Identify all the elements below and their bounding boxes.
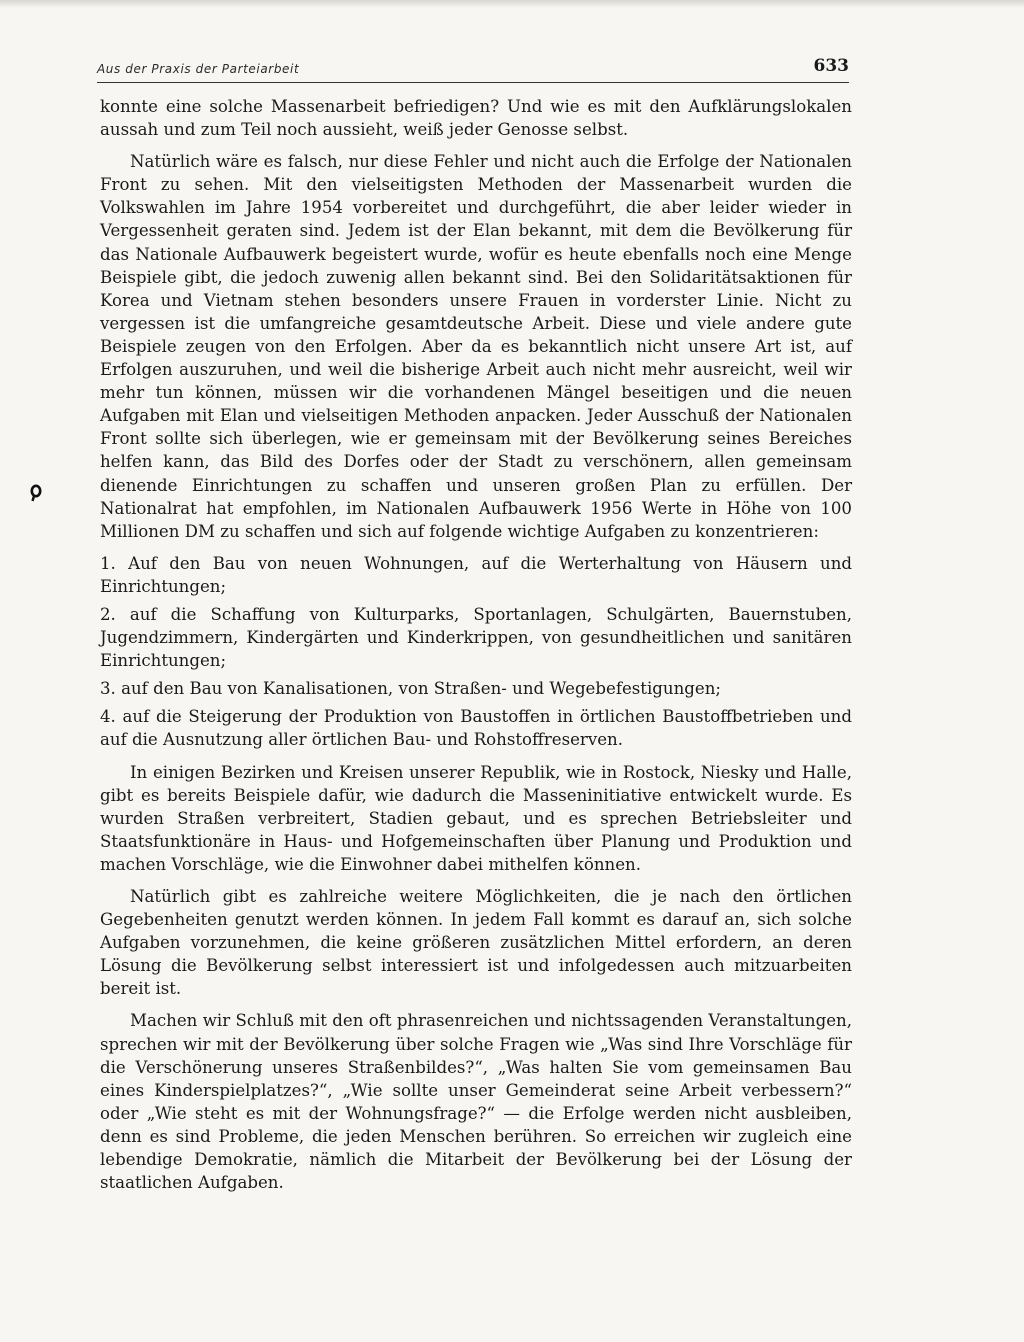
- paragraph-successes: Natürlich wäre es falsch, nur diese Fehler und nicht auch die Erfolge der Nationalen Front zu sehen. Mit den vielseitigsten Methoden der Massenarbeit wurden die Volkswahlen im Jahre 1954 vorbereitet und durchgeführt, die aber leider wieder in Vergessenheit geraten sind. Jedem ist der Elan bekannt, mit dem die Bevölkerung für das Nationale Aufbauwerk begeistert wurde, wofür es heute ebenfalls noch eine Menge Beispiele gibt, die jedoch zuwenig allen bekannt sind. Bei den Solidaritätsaktionen für Korea und Vietnam stehen besonders unsere Frauen in vorderster Linie. Nicht zu vergessen ist die umfangreiche gesamtdeutsche Arbeit. Diese und viele andere gute Beispiele zeugen von den Erfolgen. Aber da es bekanntlich nicht unsere Art ist, auf Erfolgen auszuruhen, und weil die bisherige Arbeit auch nicht mehr ausreicht, weil wir mehr tun können, müssen wir die vorhandenen Mängel beseitigen und die neuen Aufgaben mit Elan und vielseitigen Methoden anpacken. Jeder Ausschuß der Nationalen Front sollte sich überlegen, wie er gemeinsam mit der Bevölkerung seines Bereiches helfen kann, das Bild des Dorfes oder der Stadt zu verschönern, allen gemeinsam dienende Einrichtungen zu schaffen und unseren großen Plan zu erfüllen. Der Nationalrat hat empfohlen, im Nationalen Aufbauwerk 1956 Werte in Höhe von 100 Millionen DM zu schaffen und sich auf folgende wichtige Aufgaben zu konzentrieren:: [100, 152, 852, 541]
- paragraph-examples: In einigen Bezirken und Kreisen unserer Republik, wie in Rostock, Niesky und Halle, gibt es bereits Beispiele dafür, wie dadurch die Masseninitiative entwickelt wurde. Es wurden Straßen verbreitert, Stadien gebaut, und es sprechen Betriebsleiter und Staatsfunktionäre in Haus- und Hofgemeinschaften über Planung und Produktion und machen Vorschläge, wie die Einwohner dabei mithelfen können.: [100, 762, 852, 874]
- list-item-1: 1. Auf den Bau von neuen Wohnungen, auf die Werterhaltung von Häusern und Einrichtungen;: [100, 553, 852, 596]
- scan-edge-shadow: [0, 0, 1024, 8]
- paragraph-continuation: konnte eine solche Massenarbeit befriedigen? Und wie es mit den Aufklärungslokalen aussah und zum Teil noch aussieht, weiß jeder Genosse selbst.: [100, 97, 852, 140]
- article-body: [100, 95, 852, 1203]
- margin-mark-icon: [30, 484, 42, 502]
- list-item-3: 3. auf den Bau von Kanalisationen, von Straßen- und Wegebefestigungen;: [100, 679, 721, 699]
- paragraph-possibilities: Natürlich gibt es zahlreiche weitere Möglichkeiten, die je nach den örtlichen Gegebenheiten genutzt werden können. In jedem Fall kommt es darauf an, sich solche Aufgaben vorzunehmen, die keine größeren zusätzlichen Mittel erfordern, an deren Lösung die Bevölkerung selbst interessiert ist und infolgedessen auch mitzuarbeiten bereit ist.: [100, 887, 852, 999]
- running-title: Aus der Praxis der Parteiarbeit: [97, 62, 300, 76]
- list-item-2: 2. auf die Schaffung von Kulturparks, Sportanlagen, Schulgärten, Bauernstuben, Jugendzimmern, Kindergärten und Kinderkrippen, von gesundheitlichen und sanitären Einrichtungen;: [100, 604, 852, 671]
- paragraph-conclusion: Machen wir Schluß mit den oft phrasenreichen und nichtssagenden Veranstaltungen, sprechen wir mit der Bevölkerung über solche Fragen wie „Was sind Ihre Vorschläge für die Verschönerung unseres Straßenbildes?“, „Was halten Sie vom gemeinsamen Bau eines Kinderspielplatzes?“, „Wie sollte unser Gemeinderat seine Arbeit verbessern?“ oder „Wie steht es mit der Wohnungsfrage?“ — die Erfolge werden nicht ausbleiben, denn es sind Probleme, die jeden Menschen berühren. So erreichen wir zugleich eine lebendige Demokratie, nämlich die Mitarbeit der Bevölkerung bei der Lösung der staatlichen Aufgaben.: [100, 1011, 852, 1193]
- list-item-4: 4. auf die Steigerung der Produktion von Baustoffen in örtlichen Baustoffbetrieben und auf die Ausnutzung aller örtlichen Bau- und Rohstoffreserven.: [100, 707, 852, 750]
- page-number: 633: [813, 56, 849, 76]
- running-header: [97, 56, 849, 83]
